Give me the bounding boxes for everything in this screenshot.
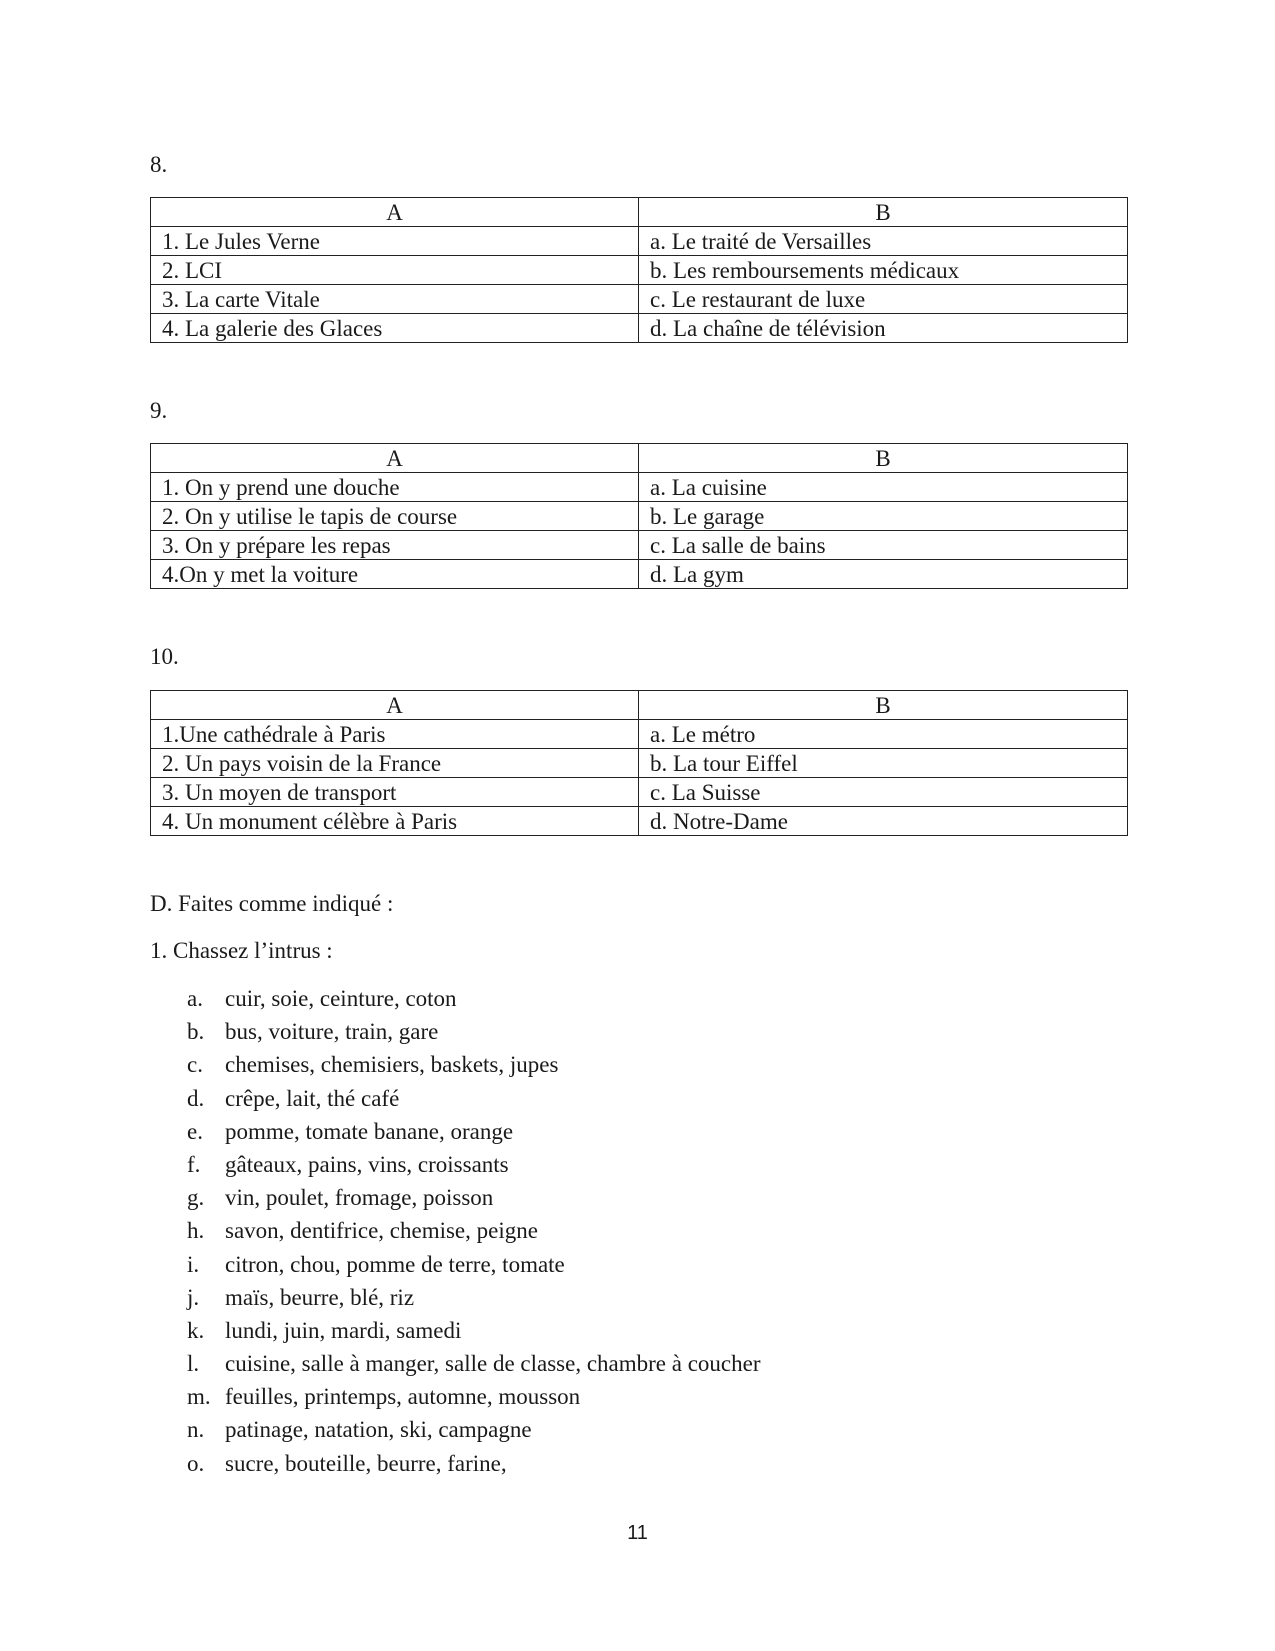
list-item <box>187 1115 761 1148</box>
item-text: cuisine, salle à manger, salle de classe, chambre à coucher <box>225 1351 761 1377</box>
list-item <box>187 1082 761 1115</box>
cell-b: b. Les remboursements médicaux <box>639 256 1128 285</box>
table-header-row <box>151 444 1128 473</box>
cell-b: d. Notre-Dame <box>639 807 1128 836</box>
item-letter: c. <box>187 1052 203 1078</box>
table-row <box>151 560 1128 589</box>
cell-a: 1. On y prend une douche <box>151 473 639 502</box>
item-letter: n. <box>187 1417 205 1443</box>
cell-a: 4. Un monument célèbre à Paris <box>151 807 639 836</box>
odd-one-out-subheading: 1. Chassez l’intrus : <box>150 938 333 963</box>
table-row <box>151 285 1128 314</box>
item-text: gâteaux, pains, vins, croissants <box>225 1151 509 1177</box>
item-text: chemises, chemisiers, baskets, jupes <box>225 1052 559 1078</box>
item-letter: m. <box>187 1384 211 1410</box>
item-text: maïs, beurre, blé, riz <box>225 1284 415 1310</box>
item-text: cuir, soie, ceinture, coton <box>225 986 457 1011</box>
table-row <box>151 720 1128 749</box>
item-letter: g. <box>187 1185 205 1211</box>
column-header-a: A <box>151 691 639 720</box>
table-header-row <box>151 691 1128 720</box>
item-text: feuilles, printemps, automne, mousson <box>225 1384 581 1410</box>
cell-b: c. La Suisse <box>639 778 1128 807</box>
item-letter: e. <box>187 1118 203 1144</box>
matching-table-9 <box>150 443 1128 589</box>
cell-b: c. Le restaurant de luxe <box>639 285 1128 314</box>
cell-a: 4. La galerie des Glaces <box>151 314 639 343</box>
list-item <box>187 1015 761 1048</box>
page-number: 11 <box>627 1522 648 1544</box>
item-text: savon, dentifrice, chemise, peigne <box>225 1218 538 1244</box>
cell-b: a. Le traité de Versailles <box>639 227 1128 256</box>
cell-b: a. Le métro <box>639 720 1128 749</box>
column-header-b: B <box>639 198 1128 227</box>
column-header-a: A <box>151 444 639 473</box>
cell-a: 3. On y prépare les repas <box>151 531 639 560</box>
list-item <box>187 1314 761 1347</box>
cell-b: a. La cuisine <box>639 473 1128 502</box>
odd-one-out-list <box>187 982 761 1480</box>
item-text: sucre, bouteille, beurre, farine, <box>225 1450 507 1476</box>
item-letter: o. <box>187 1450 205 1476</box>
cell-a: 2. Un pays voisin de la France <box>151 749 639 778</box>
cell-b: b. La tour Eiffel <box>639 749 1128 778</box>
list-item <box>187 1248 761 1281</box>
cell-b: b. Le garage <box>639 502 1128 531</box>
column-header-a: A <box>151 198 639 227</box>
cell-a: 2. On y utilise le tapis de course <box>151 502 639 531</box>
list-item <box>187 1347 761 1380</box>
question-number-8: 8. <box>150 152 168 177</box>
cell-b: d. La gym <box>639 560 1128 589</box>
question-number-10: 10. <box>150 644 179 669</box>
list-item <box>187 1413 761 1446</box>
list-item <box>187 1281 761 1314</box>
list-item <box>187 1380 761 1413</box>
item-letter: f. <box>187 1151 201 1177</box>
question-number-9: 9. <box>150 398 168 423</box>
cell-b: d. La chaîne de télévision <box>639 314 1128 343</box>
item-letter: l. <box>187 1351 200 1377</box>
cell-a: 2. LCI <box>151 256 639 285</box>
item-text: citron, chou, pomme de terre, tomate <box>225 1251 565 1277</box>
item-letter: d. <box>187 1085 205 1111</box>
table-row <box>151 778 1128 807</box>
column-header-b: B <box>639 691 1128 720</box>
cell-a: 1. Le Jules Verne <box>151 227 639 256</box>
table-row <box>151 473 1128 502</box>
cell-a: 3. Un moyen de transport <box>151 778 639 807</box>
item-text: pomme, tomate banane, orange <box>225 1118 514 1144</box>
list-item <box>187 1181 761 1214</box>
item-letter: k. <box>187 1317 205 1343</box>
table-row <box>151 227 1128 256</box>
table-row <box>151 749 1128 778</box>
table-row <box>151 807 1128 836</box>
item-letter: i. <box>187 1251 200 1277</box>
matching-table-8 <box>150 197 1128 343</box>
list-item <box>187 1048 761 1081</box>
item-letter: a. <box>187 986 203 1011</box>
column-header-b: B <box>639 444 1128 473</box>
cell-a: 4.On y met la voiture <box>151 560 639 589</box>
table-row <box>151 531 1128 560</box>
cell-a: 1.Une cathédrale à Paris <box>151 720 639 749</box>
item-letter: b. <box>187 1019 205 1045</box>
table-row <box>151 256 1128 285</box>
item-letter: h. <box>187 1218 205 1244</box>
matching-table-10 <box>150 690 1128 836</box>
item-text: vin, poulet, fromage, poisson <box>225 1185 494 1211</box>
list-item <box>187 1148 761 1181</box>
item-text: bus, voiture, train, gare <box>225 1019 439 1045</box>
item-text: lundi, juin, mardi, samedi <box>225 1317 462 1343</box>
list-item <box>187 1214 761 1247</box>
cell-a: 3. La carte Vitale <box>151 285 639 314</box>
item-text: patinage, natation, ski, campagne <box>225 1417 532 1443</box>
table-row <box>151 502 1128 531</box>
list-item <box>187 982 761 1015</box>
cell-b: c. La salle de bains <box>639 531 1128 560</box>
item-letter: j. <box>187 1284 200 1310</box>
table-row <box>151 314 1128 343</box>
list-item <box>187 1447 761 1480</box>
item-text: crêpe, lait, thé café <box>225 1085 400 1111</box>
table-header-row <box>151 198 1128 227</box>
section-d-heading: D. Faites comme indiqué : <box>150 891 394 916</box>
